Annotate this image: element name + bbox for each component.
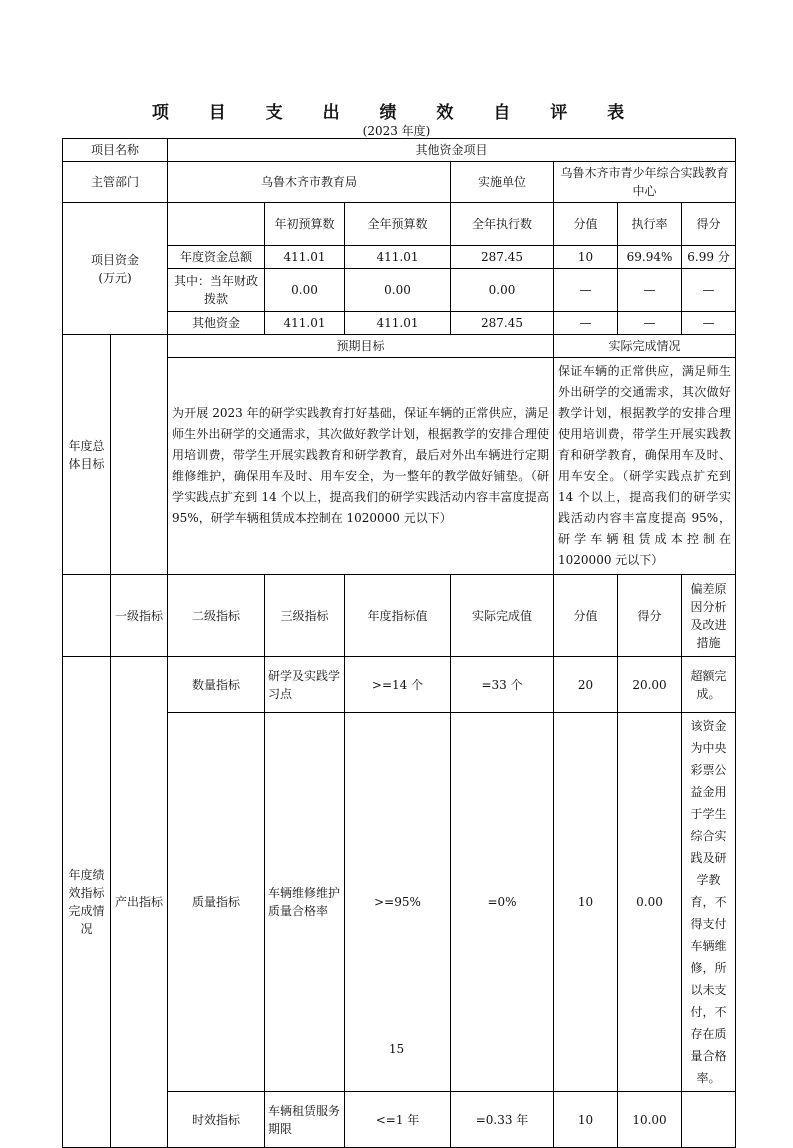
- expected-goal-header: 预期目标: [168, 335, 554, 358]
- funds-row-initial: 411.01: [265, 246, 345, 269]
- indicator-header-target: 年度指标值: [345, 575, 451, 657]
- header-annual-exec: 全年执行数: [451, 203, 554, 246]
- funds-row-score: 10: [554, 246, 618, 269]
- indicator-level3: 车辆维修维护质量合格率: [265, 713, 345, 1092]
- page-number: 15: [388, 1042, 405, 1056]
- funds-label-line2: (万元): [98, 270, 132, 285]
- indicator-row: [63, 657, 736, 713]
- indicator-header-level2: 二级指标: [168, 575, 265, 657]
- header-initial-budget: 年初预算数: [265, 203, 345, 246]
- actual-result-text: 保证车辆的正常供应，满足师生外出研学的交通需求，其次做好教学计划，根据教学的安排合理使用培训费，带学生开展实践教育和研学教育，确保用车及时、用车安全。（研学实践点扩充到 14 个以上，提高我们的研学实践活动内容丰富度提高 95%，研学车辆租赁成本控制在 1020000 元以下）: [554, 358, 736, 575]
- indicator-header-row: [63, 575, 736, 657]
- impl-label: 实施单位: [451, 162, 554, 203]
- indicator-points: 0.00: [618, 713, 682, 1092]
- funds-header-blank: [168, 203, 265, 246]
- project-name-label: 项目名称: [63, 139, 168, 162]
- department-row: [63, 162, 736, 203]
- funds-row-points: 6.99 分: [682, 246, 736, 269]
- expected-goal-text: 为开展 2023 年的研学实践教育打好基础，保证车辆的正常供应，满足师生外出研学的交通需求，其次做好教学计划，根据教学的安排合理使用培训费，带学生开展实践教育和研学教育，最后对外出车辆进行定期维修维护，确保用车及时、用车安全，为一整年的教学做好铺垫。（研学实践点扩充到 14 个以上，提高我们的研学实践活动内容丰富度提高 95%，研学车辆租赁成本控制在 1020000 元以下）: [168, 358, 554, 575]
- indicator-header-level1: 一级指标: [111, 575, 168, 657]
- indicator-header-deviation: 偏差原因分析及改进措施: [682, 575, 736, 657]
- header-exec-rate: 执行率: [618, 203, 682, 246]
- indicator-points: 20.00: [618, 657, 682, 713]
- header-points: 得分: [682, 203, 736, 246]
- funds-row-score: —: [554, 312, 618, 335]
- indicator-level2: 数量指标: [168, 657, 265, 713]
- dept-value: 乌鲁木齐市教育局: [168, 162, 451, 203]
- indicator-deviation: 超额完成。: [682, 657, 736, 713]
- goals-header-row: [63, 335, 736, 358]
- dept-label: 主管部门: [63, 162, 168, 203]
- funds-row-exec: 287.45: [451, 312, 554, 335]
- indicator-target: <=1 年: [345, 1092, 451, 1148]
- funds-row-annual: 411.01: [345, 312, 451, 335]
- goals-spacer: [111, 335, 168, 575]
- goals-label: 年度总体目标: [63, 335, 111, 575]
- indicator-header-points: 得分: [618, 575, 682, 657]
- indicator-level3: 车辆租赁服务期限: [265, 1092, 345, 1148]
- funds-row-annual: 411.01: [345, 246, 451, 269]
- funds-row-exec: 287.45: [451, 246, 554, 269]
- indicator-level2: 质量指标: [168, 713, 265, 1092]
- indicator-level1-value: 产出指标: [111, 657, 168, 1148]
- funds-row-points: —: [682, 312, 736, 335]
- indicator-level3: 研学及实践学习点: [265, 657, 345, 713]
- header-annual-budget: 全年预算数: [345, 203, 451, 246]
- page-subtitle: (2023 年度): [362, 124, 431, 138]
- indicator-target: >=95%: [345, 713, 451, 1092]
- indicator-score: 10: [554, 1092, 618, 1148]
- page-title: 项 目 支 出 绩 效 自 评 表: [151, 103, 642, 123]
- funds-row-initial: 411.01: [265, 312, 345, 335]
- indicator-target: >=14 个: [345, 657, 451, 713]
- funds-row-rate: 69.94%: [618, 246, 682, 269]
- funds-row-rate: —: [618, 269, 682, 312]
- indicator-header-score: 分值: [554, 575, 618, 657]
- indicator-level2: 时效指标: [168, 1092, 265, 1148]
- funds-row-label: 其中：当年财政拨款: [168, 269, 265, 312]
- funds-row-rate: —: [618, 312, 682, 335]
- funds-row-label: 其他资金: [168, 312, 265, 335]
- funds-header-row: [63, 203, 736, 246]
- funds-row-score: —: [554, 269, 618, 312]
- indicator-deviation: [682, 1092, 736, 1148]
- funds-row-annual: 0.00: [345, 269, 451, 312]
- indicator-score: 20: [554, 657, 618, 713]
- indicator-section-label: 年度绩效指标完成情况: [63, 657, 111, 1148]
- actual-result-header: 实际完成情况: [554, 335, 736, 358]
- project-name-row: [63, 139, 736, 162]
- funds-row-label: 年度资金总额: [168, 246, 265, 269]
- indicator-points: 10.00: [618, 1092, 682, 1148]
- indicator-deviation: 该资金为中央彩票公益金用于学生综合实践及研学教育，不得支付车辆维修，所以未支付，不存在质量合格率。: [682, 713, 736, 1092]
- indicator-header-blank: [63, 575, 111, 657]
- funds-row-initial: 0.00: [265, 269, 345, 312]
- funds-row-points: —: [682, 269, 736, 312]
- indicator-actual: =33 个: [451, 657, 554, 713]
- funds-row-exec: 0.00: [451, 269, 554, 312]
- funds-label: [63, 203, 168, 335]
- indicator-header-actual: 实际完成值: [451, 575, 554, 657]
- indicator-actual: =0.33 年: [451, 1092, 554, 1148]
- project-name-value: 其他资金项目: [168, 139, 736, 162]
- funds-label-line1: 项目资金: [91, 252, 140, 267]
- header-score: 分值: [554, 203, 618, 246]
- indicator-score: 10: [554, 713, 618, 1092]
- evaluation-table: [62, 138, 736, 1148]
- indicator-actual: =0%: [451, 713, 554, 1092]
- indicator-header-level3: 三级指标: [265, 575, 345, 657]
- impl-value: 乌鲁木齐市青少年综合实践教育中心: [554, 162, 736, 203]
